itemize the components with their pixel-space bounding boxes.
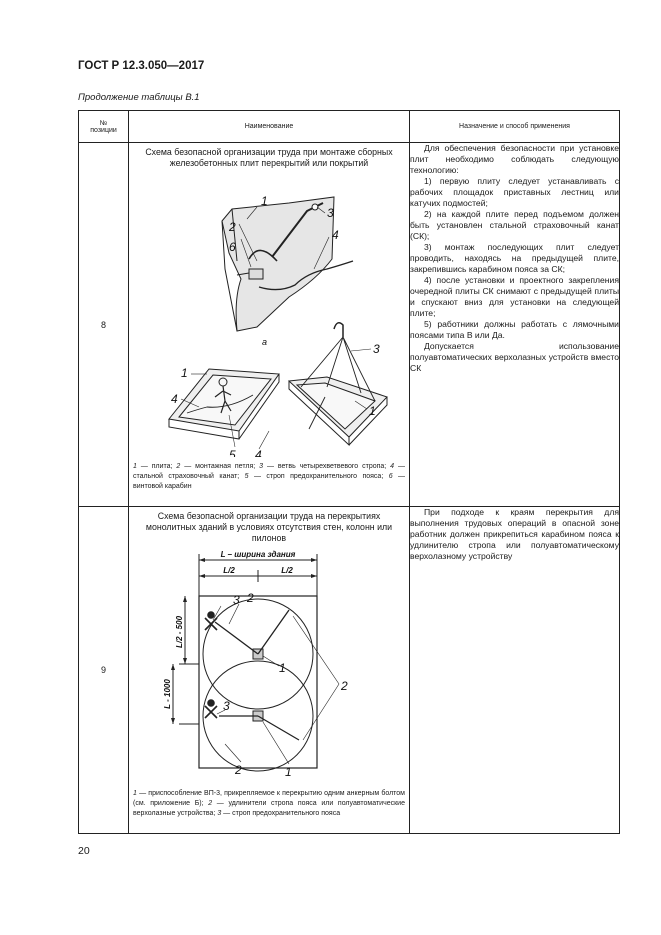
legend-num: 2 bbox=[176, 463, 181, 470]
label-5-b: 5 bbox=[229, 448, 236, 457]
page-number: 20 bbox=[78, 845, 90, 857]
dim-half-right: L/2 bbox=[281, 566, 293, 575]
header-num-label: позиции bbox=[90, 126, 117, 134]
legend-num: 6 bbox=[388, 473, 393, 480]
slab-outline bbox=[222, 197, 334, 331]
legend-text: — плита; bbox=[136, 463, 177, 470]
worker-lower-icon bbox=[205, 700, 217, 718]
legend-text: — приспособление ВП-3, прикрепляемое к перекрытию одним анкерным болтом (см. приложение Б); bbox=[133, 790, 405, 807]
purpose-paragraph: 5) работники должны работать с лямочными поясами типа В или Да. bbox=[410, 319, 619, 340]
dim-top-offset: L/2 - 500 bbox=[175, 615, 184, 649]
label-1-a: 1 bbox=[261, 194, 268, 208]
label-2-upper: 2 bbox=[247, 591, 254, 605]
purpose-paragraph: 2) на каждой плите перед подъемом должен быть установлен стальной страховочный канат (СК); bbox=[410, 209, 619, 241]
label-2-lower: 2 bbox=[235, 763, 242, 777]
worker-upper-icon bbox=[205, 612, 217, 630]
figure-a-caption: а bbox=[262, 337, 268, 347]
purpose-paragraph: Для обеспечения безопасности при установке плит необходимо соблюдать следующую технологию: bbox=[410, 143, 619, 175]
position-number: 8 bbox=[79, 143, 129, 507]
legend-num: 1 bbox=[133, 790, 137, 797]
purpose-paragraph: При подходе к краям перекрытия для выполнения трудовых операций в опасной зоне работник должен прикрепиться карабином пояса к удлинителю стропа или полуавтоматическому верхолазному устройству bbox=[410, 507, 619, 561]
label-4-b-right: 4 bbox=[255, 448, 262, 457]
legend-num: 3 bbox=[259, 463, 264, 470]
purpose-paragraph: 4) после установки и проектного закрепления очередной плиты СК снимают с предыдущей плиты и спускают вниз для установки на следующей плите; bbox=[410, 275, 619, 318]
header-name: Наименование bbox=[129, 111, 410, 143]
label-4-b-left: 4 bbox=[171, 392, 178, 406]
figure-legend bbox=[129, 462, 409, 496]
legend-num: 4 bbox=[390, 463, 395, 470]
legend-num: 3 bbox=[217, 810, 222, 817]
purpose-paragraph: Допускается использование полуавтоматических верхолазных устройств вместо СК bbox=[410, 341, 619, 373]
header-num-symbol: № bbox=[99, 119, 108, 127]
dim-half-left: L/2 bbox=[223, 566, 235, 575]
standard-table bbox=[78, 110, 620, 834]
legend-text: — ветвь четырехветвевого стропа; bbox=[263, 463, 391, 470]
monolithic-floor-figure bbox=[129, 544, 408, 784]
legend-num: 5 bbox=[244, 473, 249, 480]
name-cell bbox=[129, 143, 410, 507]
table-row bbox=[79, 507, 620, 834]
label-6-a: 6 bbox=[229, 240, 236, 254]
header-position bbox=[79, 111, 129, 143]
floor-outline bbox=[199, 596, 317, 768]
purpose-cell bbox=[410, 507, 620, 834]
label-1-b-left: 1 bbox=[181, 366, 188, 380]
legend-num: 2 bbox=[208, 800, 213, 807]
legend-text: — винтовой карабин bbox=[133, 473, 406, 490]
label-2-a: 2 bbox=[229, 220, 236, 234]
carabiner bbox=[249, 269, 263, 279]
legend-text: — удлинители стропа пояса или полуавтоматические верхолазные устройства; bbox=[133, 800, 405, 817]
label-3-b: 3 bbox=[373, 342, 380, 356]
document-code: ГОСТ Р 12.3.050—2017 bbox=[78, 60, 205, 72]
row-title: Схема безопасной организации труда при монтаже сборных железобетонных плит перекрытий или покрытий bbox=[145, 147, 393, 168]
label-2-right: 2 bbox=[341, 679, 348, 693]
dim-width-label: L – ширина здания bbox=[220, 550, 296, 559]
row-title: Схема безопасной организации труда на перекрытиях монолитных зданий в условиях отсутствия стен, колонн или пилонов bbox=[145, 511, 393, 543]
label-3-a: 3 bbox=[327, 206, 334, 220]
legend-text: — стальной страховочный канат; bbox=[133, 463, 405, 480]
legend-num: 1 bbox=[133, 463, 137, 470]
label-1-upper: 1 bbox=[279, 661, 286, 675]
legend-text: — строп предохранительного пояса; bbox=[248, 473, 389, 480]
label-1-lower: 1 bbox=[285, 765, 292, 779]
purpose-paragraph: 1) первую плиту следует устанавливать с рабочих площадок приставных лестниц или катучих подмостей; bbox=[410, 176, 619, 208]
legend-text: — строп предохранительного пояса bbox=[221, 810, 341, 817]
table-header-row bbox=[79, 111, 620, 143]
purpose-paragraph: 3) монтаж последующих плит следует проводить, находясь на предыдущей плите, закрепившись карабином пояса за СК; bbox=[410, 242, 619, 274]
label-3-upper: 3 bbox=[233, 593, 240, 607]
table-row bbox=[79, 143, 620, 507]
name-cell bbox=[129, 507, 410, 834]
legend-text: — монтажная петля; bbox=[180, 463, 260, 470]
dim-bottom-offset: L - 1000 bbox=[163, 679, 172, 709]
slab-installation-figure bbox=[129, 169, 408, 457]
table-caption: Продолжение таблицы В.1 bbox=[78, 92, 200, 103]
position-number: 9 bbox=[79, 507, 129, 834]
figure-legend bbox=[129, 789, 409, 823]
crane-hook bbox=[334, 323, 343, 337]
purpose-cell bbox=[410, 143, 620, 507]
label-3-lower: 3 bbox=[223, 699, 230, 713]
header-purpose: Назначение и способ применения bbox=[410, 111, 620, 143]
label-1-b-right: 1 bbox=[369, 404, 376, 418]
label-4-a: 4 bbox=[332, 228, 339, 242]
